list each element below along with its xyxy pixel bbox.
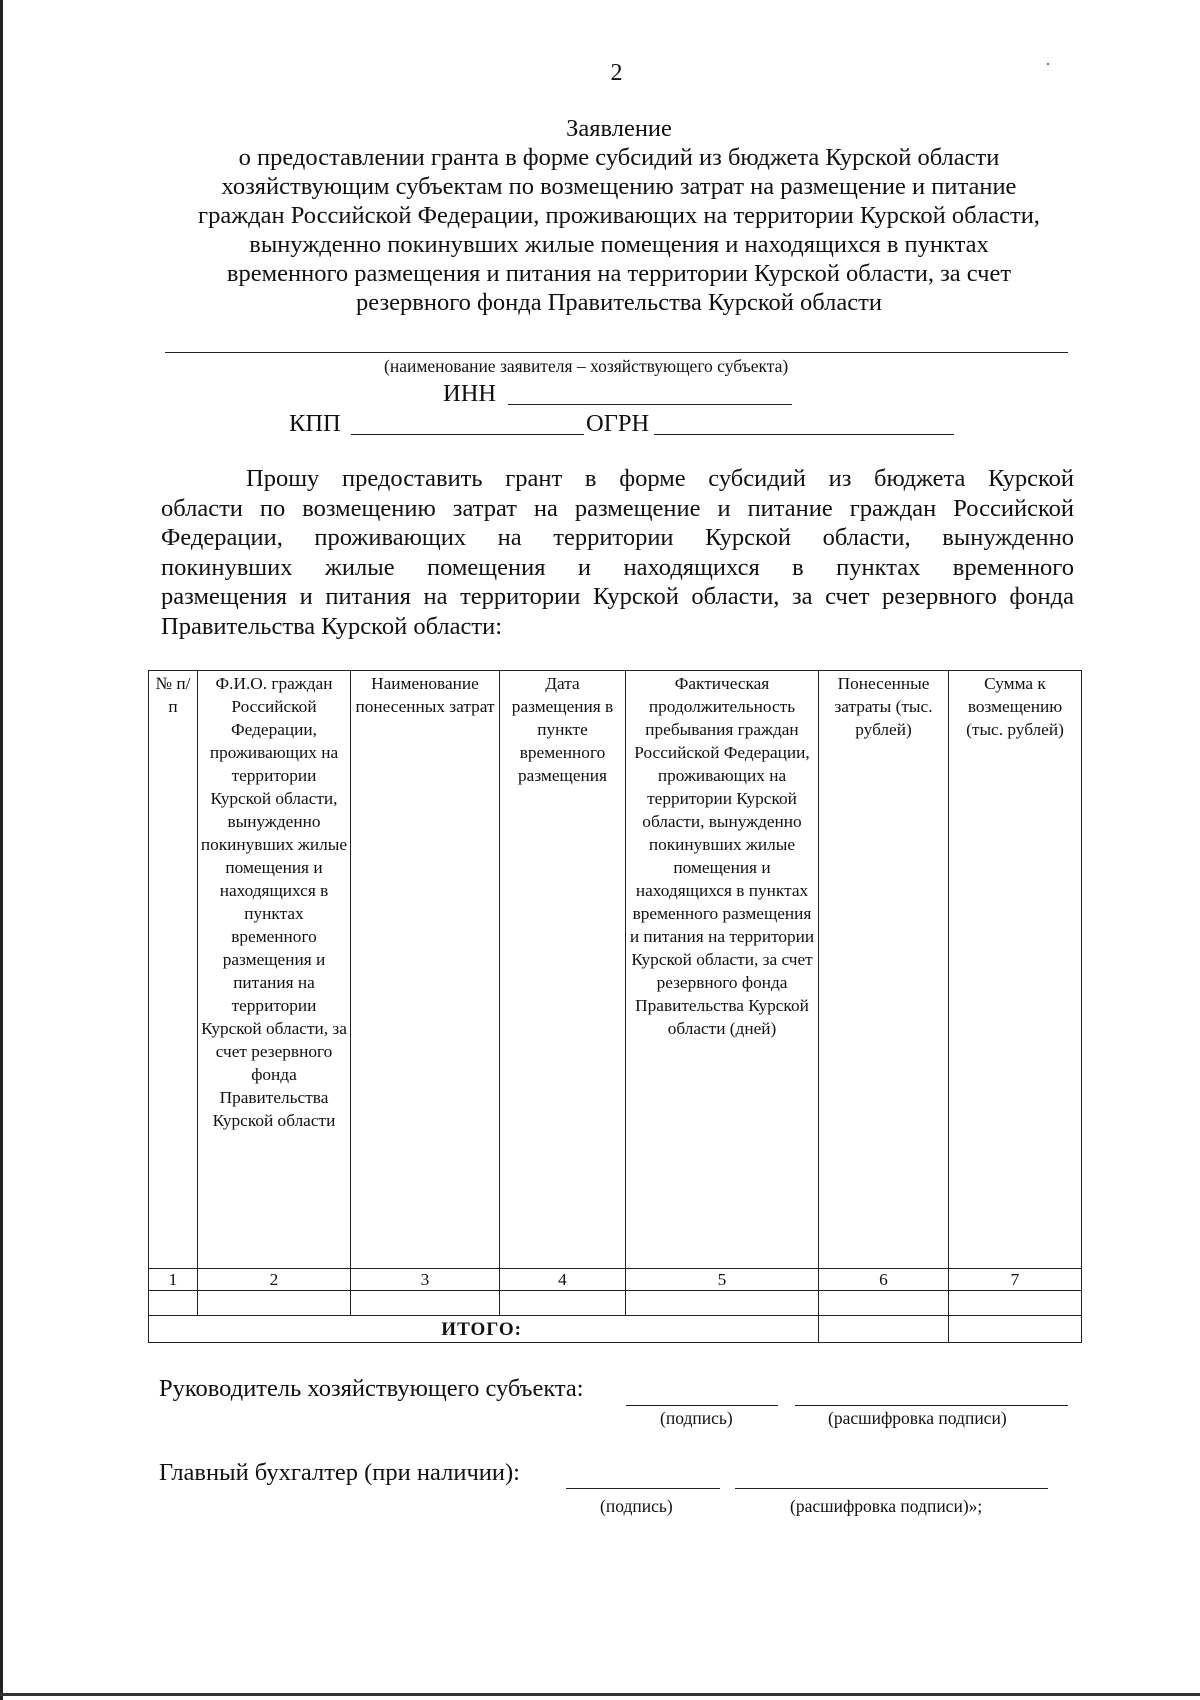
table-cell[interactable] [949, 1291, 1082, 1316]
title-line: граждан Российской Федерации, проживающих на территории Курской области, [198, 202, 1040, 229]
kpp-field-line[interactable] [351, 434, 584, 435]
title-line: вынужденно покинувших жилые помещения и находящихся в пунктах [249, 231, 989, 258]
table-cell[interactable] [819, 1291, 949, 1316]
column-number: 6 [819, 1269, 949, 1291]
total-label: ИТОГО: [149, 1316, 819, 1343]
column-number: 7 [949, 1269, 1082, 1291]
total-row [149, 1316, 1082, 1343]
column-number: 2 [198, 1269, 351, 1291]
scan-border-left [0, 0, 3, 1700]
accountant-label: Главный бухгалтер (при наличии): [159, 1459, 520, 1486]
request-line: области по возмещению затрат на размещение и питание граждан Российской [161, 494, 1074, 522]
grant-table [148, 670, 1082, 1343]
head-signature-caption: (подпись) [660, 1408, 733, 1428]
request-paragraph [161, 464, 1074, 641]
title-line: резервного фонда Правительства Курской области [356, 289, 882, 316]
head-decoding-line[interactable] [795, 1405, 1068, 1406]
header-full-name: Ф.И.О. граждан Российской Федерации, проживающих на территории Курской области, вынужденно покинувших жилые помещения и находящихся в пунктах временного размещения и питания на территории Курской области, за счет резервного фонда Правительства Курской области [198, 671, 351, 1269]
accountant-signature-line[interactable] [566, 1488, 720, 1489]
total-expenses-cell[interactable] [819, 1316, 949, 1343]
column-number: 1 [149, 1269, 198, 1291]
applicant-name-caption: (наименование заявителя – хозяйствующего субъекта) [384, 356, 789, 376]
column-number: 3 [351, 1269, 500, 1291]
head-signature-line[interactable] [626, 1405, 778, 1406]
table-cell[interactable] [351, 1291, 500, 1316]
title-line: хозяйствующим субъектам по возмещению затрат на размещение и питание [221, 173, 1017, 200]
head-decoding-caption: (расшифровка подписи) [828, 1408, 1007, 1428]
accountant-signature-caption: (подпись) [600, 1496, 673, 1516]
table-cell[interactable] [149, 1291, 198, 1316]
page-number: 2 [610, 60, 623, 86]
title-line: о предоставлении гранта в форме субсидий из бюджета Курской области [238, 144, 1000, 171]
ogrn-label: ОГРН [586, 410, 650, 437]
header-reimbursement-sum: Сумма к возмещению (тыс. рублей) [949, 671, 1082, 1269]
header-expense-name: Наименование понесенных затрат [351, 671, 500, 1269]
column-number-row [149, 1269, 1082, 1291]
header-expenses-incurred: Понесенные затраты (тыс. рублей) [819, 671, 949, 1269]
request-line: Правительства Курской области: [161, 612, 503, 640]
document-title [160, 114, 1078, 317]
request-line: покинувших жилые помещения и находящихся в пунктах временного [161, 553, 1074, 581]
head-label: Руководитель хозяйствующего субъекта: [159, 1375, 584, 1402]
title-heading: Заявление [566, 115, 672, 142]
table-cell[interactable] [626, 1291, 819, 1316]
title-line: временного размещения и питания на территории Курской области, за счет [226, 260, 1012, 287]
accountant-decoding-line[interactable] [735, 1488, 1048, 1489]
table-cell[interactable] [198, 1291, 351, 1316]
inn-label: ИНН [443, 380, 497, 407]
table-header-row [149, 671, 1082, 1269]
inn-field-line[interactable] [508, 404, 792, 405]
applicant-name-line[interactable] [165, 352, 1068, 353]
kpp-label: КПП [289, 410, 341, 437]
request-line: Федерации, проживающих на территории Курской области, вынужденно [161, 524, 1074, 551]
total-reimbursement-cell[interactable] [949, 1316, 1082, 1343]
request-line: Прошу предоставить грант в форме субсидий из бюджета Курской [246, 465, 1074, 492]
table-cell[interactable] [500, 1291, 626, 1316]
header-number: № п/п [149, 671, 198, 1269]
column-number: 5 [626, 1269, 819, 1291]
table-row [149, 1291, 1082, 1316]
accountant-decoding-caption: (расшифровка подписи)»; [790, 1496, 983, 1516]
ogrn-field-line[interactable] [654, 434, 954, 435]
scan-border-bottom [0, 1693, 1200, 1696]
header-placement-date: Дата размещения в пункте временного размещения [500, 671, 626, 1269]
request-line: размещения и питания на территории Курской области, за счет резервного фонда [161, 583, 1074, 610]
header-stay-duration: Фактическая продолжительность пребывания граждан Российской Федерации, проживающих на территории Курской области, вынужденно покинувших жилые помещения и находящихся в пунктах временного размещения и питания на территории Курской области, за счет резервного фонда Правительства Курской области (дней) [626, 671, 819, 1269]
column-number: 4 [500, 1269, 626, 1291]
